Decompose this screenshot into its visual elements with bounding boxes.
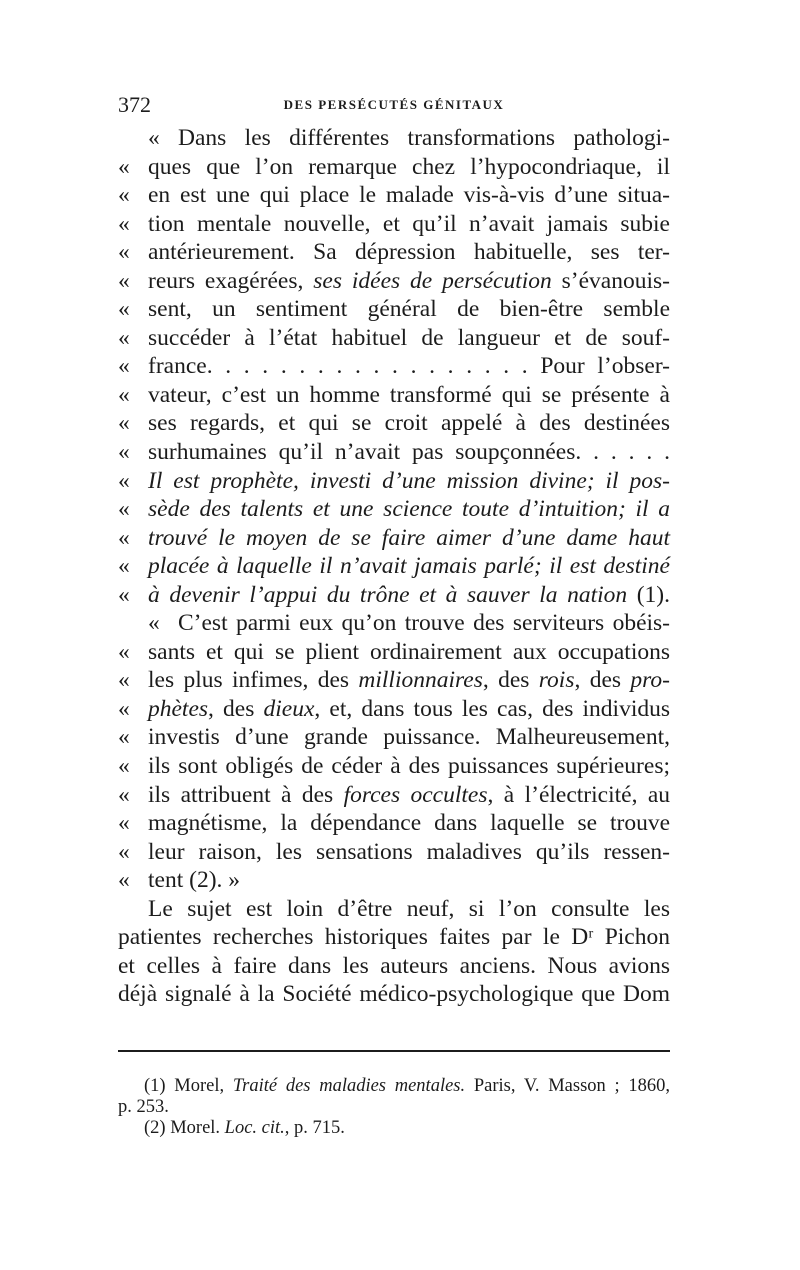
- text-line: [118, 552, 670, 581]
- line-text: sent, un sentiment général de bien-être semble: [148, 296, 670, 323]
- text-line: [118, 124, 670, 153]
- line-text: surhumaines qu’il n’avait pas soupçonnées. . . . . .: [148, 439, 670, 466]
- text-line: [118, 923, 670, 952]
- text-line: [118, 581, 670, 610]
- line-text: succéder à l’état habituel de langueur et de souf-: [148, 324, 670, 351]
- body-text: [118, 124, 670, 1009]
- quote-mark: «: [118, 810, 130, 837]
- text-line: [118, 381, 670, 410]
- line-text: (1).: [627, 581, 670, 608]
- footnote-2-page: , p. 715.: [284, 1118, 345, 1138]
- line-text: déjà signalé à la Société médico-psychologique que Dom: [118, 981, 670, 1008]
- quote-mark: «: [118, 724, 130, 751]
- footnote-rule: [118, 1050, 670, 1052]
- quote-mark: «: [118, 381, 130, 408]
- line-text: Le sujet est loin d’être neuf, si l’on consulte les: [148, 895, 670, 922]
- quote-mark: «: [118, 239, 130, 266]
- text-line: [118, 524, 670, 553]
- text-line: [118, 895, 670, 924]
- footnote-1-continuation: p. 253.: [118, 1097, 169, 1117]
- text-line: [118, 695, 670, 724]
- quote-mark: «: [118, 467, 130, 494]
- italic-text: Il est prophète, investi d’une mission divine; il pos-: [148, 467, 670, 494]
- text-line: [118, 980, 670, 1009]
- quote-mark: «: [118, 267, 130, 294]
- line-text: et celles à faire dans les auteurs anciens. Nous avions: [118, 952, 670, 979]
- text-line: [118, 781, 670, 810]
- text-line: [118, 609, 670, 638]
- line-text: C’est parmi eux qu’on trouve des serviteurs obéis-: [178, 610, 670, 637]
- quote-mark: «: [118, 581, 130, 608]
- footnote-2-author: Morel.: [165, 1118, 225, 1138]
- line-text: leur raison, les sensations maladives qu’ils ressen-: [148, 838, 670, 865]
- italic-text: à devenir l’appui du trône et à sauver la nation: [148, 581, 628, 608]
- italic-text: sède des talents et une science toute d’intuition; il a: [148, 496, 670, 523]
- footnote-1-title: Traité des maladies mentales.: [232, 1076, 466, 1096]
- italic-text: millionnaires: [358, 667, 483, 694]
- line-text: sants et qui se plient ordinairement aux occupations: [148, 638, 670, 665]
- line-text: , et, dans tous les cas, des individus: [314, 695, 670, 722]
- quote-mark: «: [148, 610, 160, 637]
- text-line: [118, 952, 670, 981]
- text-line: [118, 409, 670, 438]
- line-text: tion mentale nouvelle, et qu’il n’avait jamais subie: [148, 210, 670, 237]
- quote-mark: «: [118, 410, 130, 437]
- line-text: france. . . . . . . . . . . . . . . . . . Pour l’obser-: [148, 353, 670, 380]
- line-text: , des: [482, 667, 539, 694]
- line-text: en est une qui place le malade vis-à-vis d’une situa-: [148, 182, 670, 209]
- text-line: [118, 324, 670, 353]
- line-text: , des: [574, 667, 631, 694]
- line-text: magnétisme, la dépendance dans laquelle se trouve: [148, 810, 670, 837]
- quote-mark: «: [118, 353, 130, 380]
- line-text: les plus infimes, des: [148, 667, 359, 694]
- quote-mark: «: [118, 210, 130, 237]
- line-text: reurs exagérées,: [148, 267, 314, 294]
- quote-mark: «: [118, 439, 130, 466]
- text-line: [118, 267, 670, 296]
- line-text: patientes recherches historiques faites par le Dʳ Pichon: [118, 924, 670, 951]
- line-text: investis d’une grande puissance. Malheureusement,: [148, 724, 670, 751]
- line-text: antérieurement. Sa dépression habituelle, ses ter-: [148, 239, 670, 266]
- text-line: [118, 838, 670, 867]
- footnote-1: [118, 1076, 670, 1097]
- line-text: , des: [208, 695, 264, 722]
- page-header: [118, 92, 670, 118]
- line-text: , à l’électricité, au: [487, 781, 671, 808]
- text-line: [118, 467, 670, 496]
- quote-mark: «: [118, 695, 130, 722]
- running-head: DES PERSÉCUTÉS GÉNITAUX: [283, 97, 505, 112]
- italic-text: phètes: [148, 695, 209, 722]
- page-number: 372: [118, 92, 151, 117]
- text-line: [118, 752, 670, 781]
- line-text: tent (2). »: [148, 867, 241, 894]
- text-line: [118, 809, 670, 838]
- quote-mark: «: [118, 296, 130, 323]
- text-line: [118, 666, 670, 695]
- text-line: [118, 295, 670, 324]
- quote-mark: «: [118, 153, 130, 180]
- footnotes: [118, 1076, 670, 1139]
- italic-text: dieux: [263, 695, 315, 722]
- quote-mark: «: [118, 182, 130, 209]
- italic-text: trouvé le moyen de se faire aimer d’une dame haut: [148, 524, 670, 551]
- italic-text: placée à laquelle il n’avait jamais parlé; il est destiné: [148, 553, 670, 580]
- line-text: ques que l’on remarque chez l’hypocondriaque, il: [148, 153, 670, 180]
- quote-mark: «: [118, 867, 130, 894]
- quote-mark: «: [118, 638, 130, 665]
- italic-text: ses idées de persécution: [313, 267, 552, 294]
- line-text: vateur, c’est un homme transformé qui se présente à: [148, 381, 670, 408]
- quote-mark: «: [118, 667, 130, 694]
- quote-mark: «: [118, 324, 130, 351]
- line-text: ils attribuent à des: [148, 781, 344, 808]
- quote-mark: «: [148, 125, 160, 151]
- quote-mark: «: [118, 496, 130, 523]
- quote-mark: «: [118, 753, 130, 780]
- text-line: [118, 495, 670, 524]
- line-text: s’évanouis-: [551, 267, 670, 294]
- line-text: Dans les différentes transformations pathologi-: [178, 125, 670, 151]
- quote-mark: «: [118, 553, 130, 580]
- italic-text: pro-: [630, 667, 671, 694]
- quote-mark: «: [118, 781, 130, 808]
- italic-text: rois: [538, 667, 575, 694]
- footnote-1-author: Morel,: [165, 1076, 233, 1096]
- text-line: [118, 238, 670, 267]
- text-line: [118, 352, 670, 381]
- text-line: [118, 210, 670, 239]
- text-line: [118, 153, 670, 182]
- italic-text: forces occultes: [343, 781, 488, 808]
- footnote-2-reference: Loc. cit.: [224, 1118, 285, 1138]
- quote-mark: «: [118, 524, 130, 551]
- text-line: [118, 723, 670, 752]
- footnote-2: [118, 1118, 670, 1139]
- line-text: ils sont obligés de céder à des puissances supérieures;: [148, 753, 670, 780]
- footnote-1-number: (1): [144, 1076, 166, 1096]
- quote-mark: «: [118, 838, 130, 865]
- footnote-2-number: (2): [144, 1118, 166, 1138]
- text-line: [118, 638, 670, 667]
- line-text: ses regards, et qui se croit appelé à des destinées: [148, 410, 670, 437]
- text-line: [118, 181, 670, 210]
- text-line: [118, 438, 670, 467]
- footnote-1-publisher: Paris, V. Masson ; 1860,: [465, 1076, 670, 1096]
- text-line: [118, 866, 670, 895]
